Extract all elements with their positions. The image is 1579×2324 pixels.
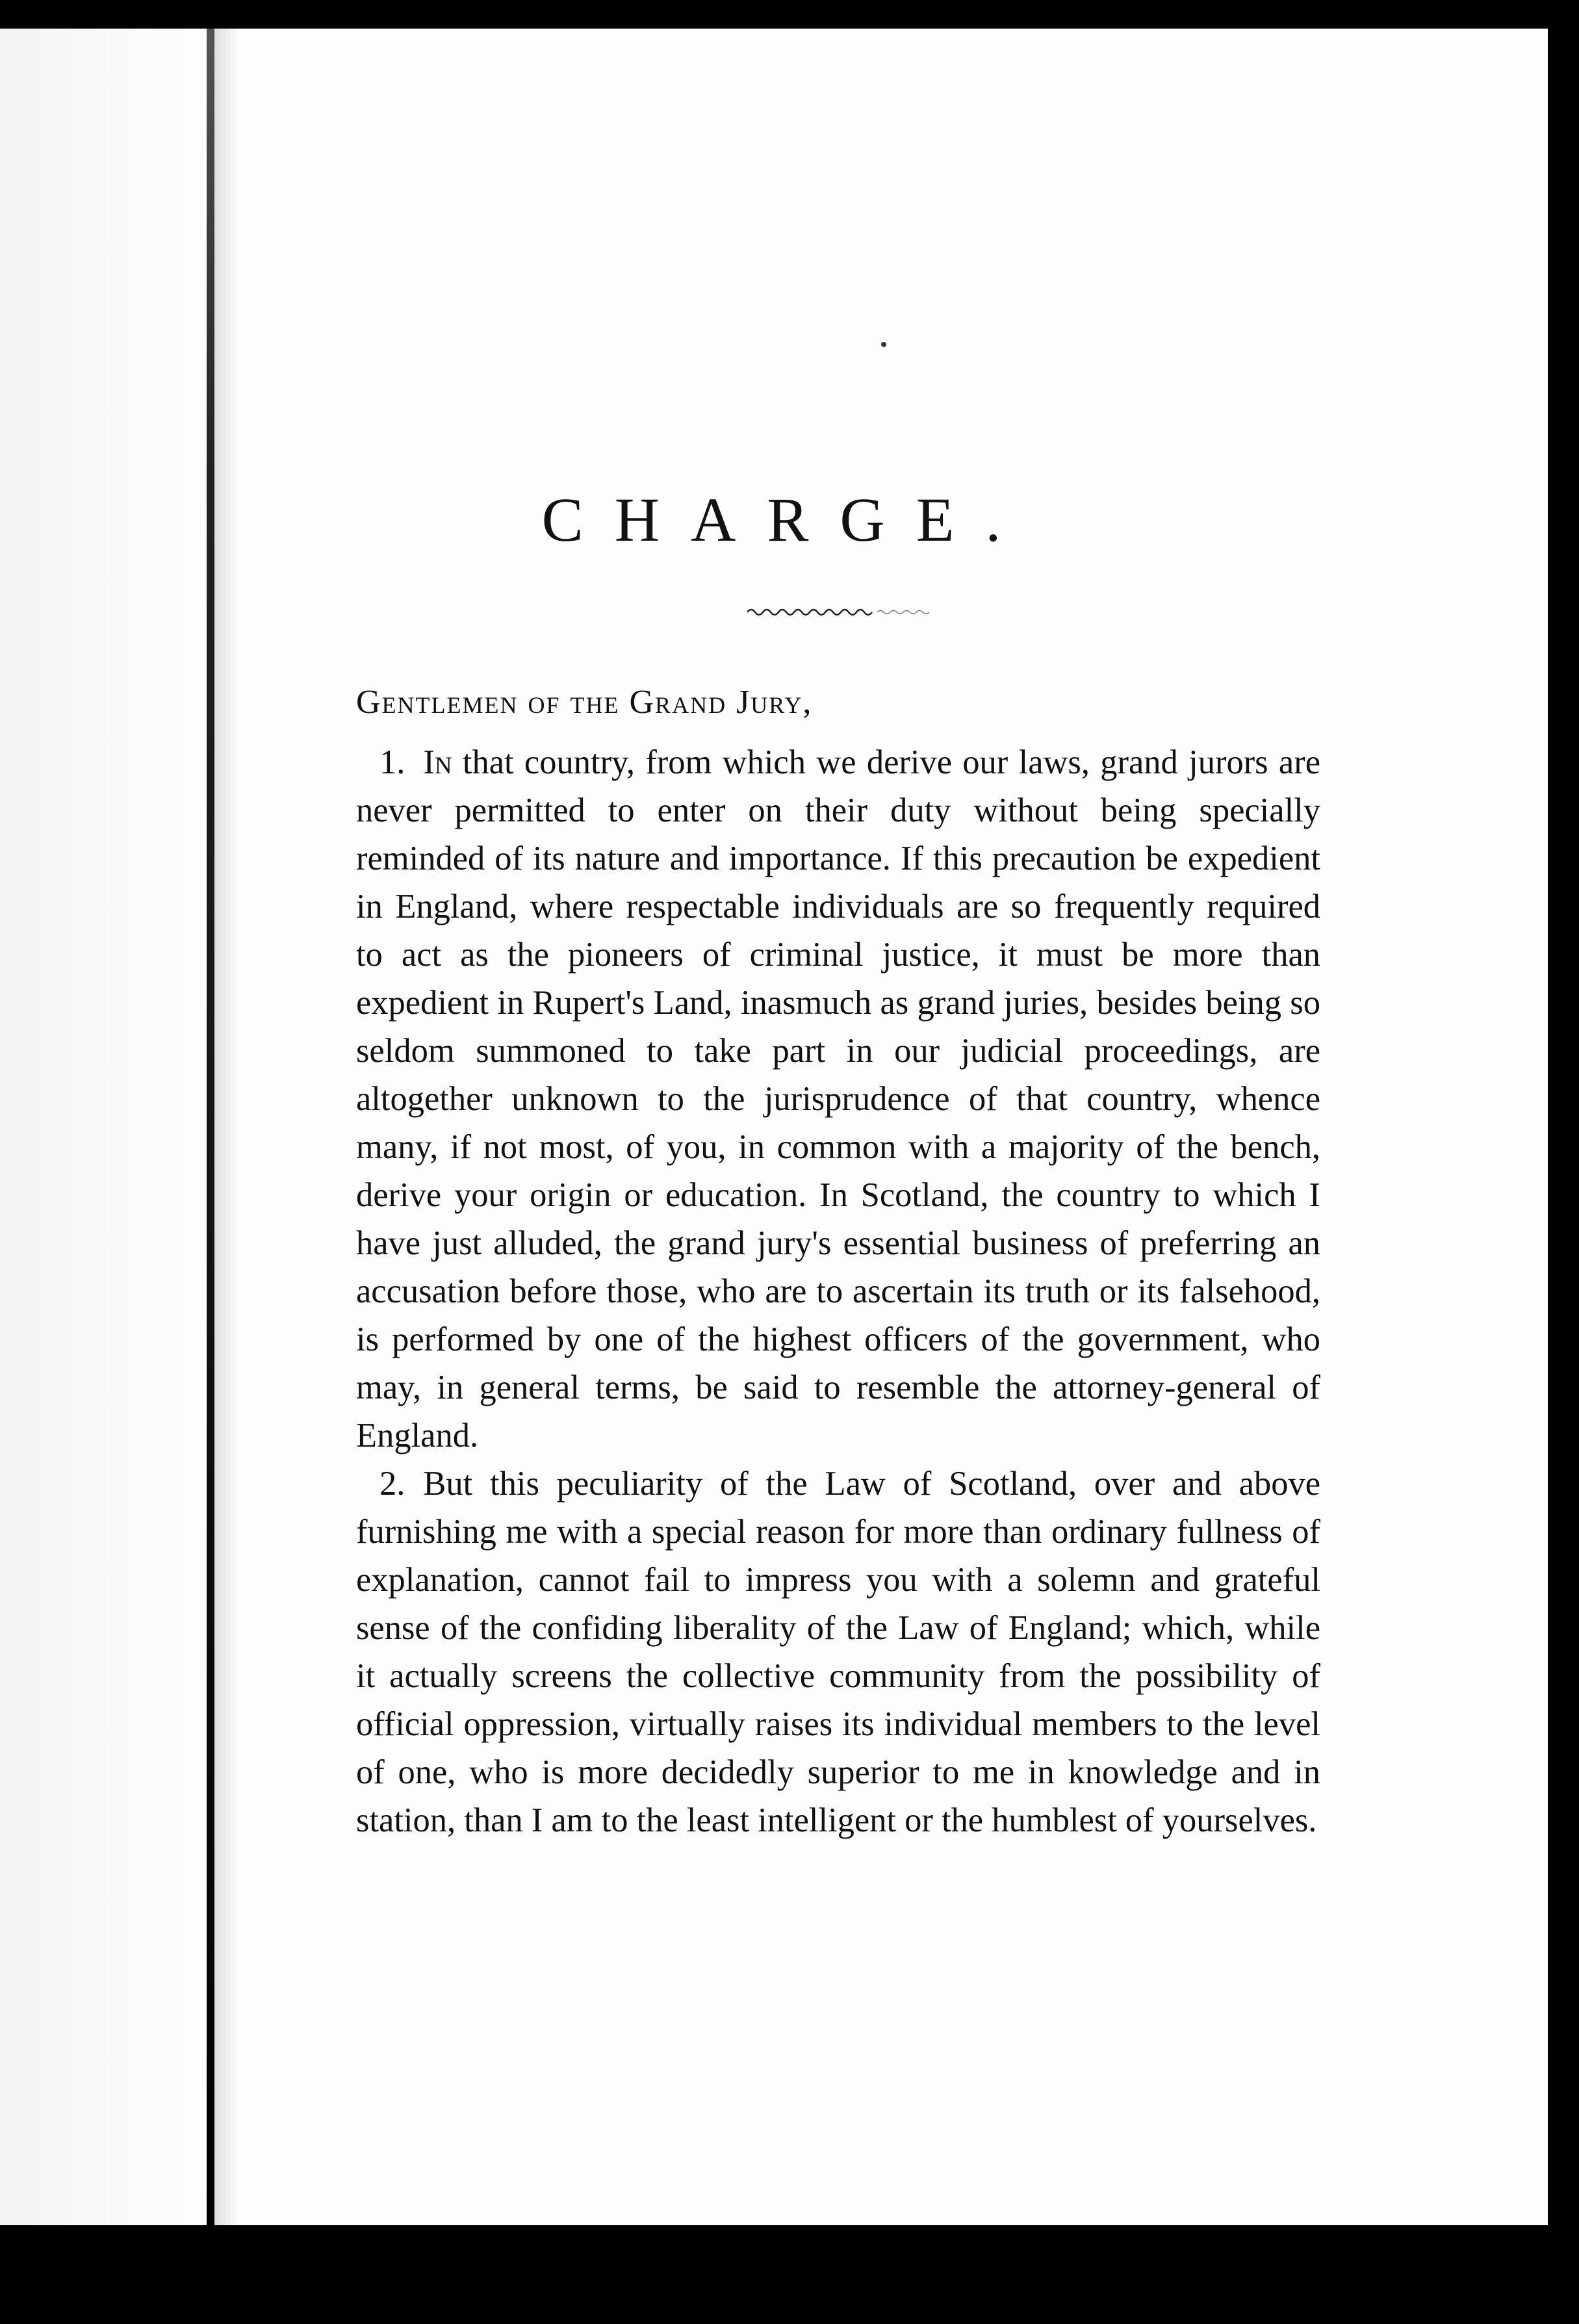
- paragraph-lead-word: In: [423, 743, 452, 781]
- page-title: CHARGE.: [541, 485, 1033, 554]
- paragraph-text: that country, from which we derive our laws, grand jurors are never permitted to enter on their duty without being specially reminded of its nature and importance. If this precaution be expedient in England, where respectable individuals are so frequently required to act as the pioneers of criminal justice, it must be more than expedient in Rupert's Land, inasmuch as grand juries, besides being so seldom summoned to take part in our judicial proceedings, are altogether unknown to the jurisprudence of that country, whence many, if not most, of you, in common with a majority of the bench, derive your origin or education. In Scotland, the country to which I have just alluded, the grand jury's essential business of preferring an accusation before those, who are to ascertain its truth or its falsehood, is performed by one of the highest officers of the government, who may, in general terms, be said to resemble the attorney-general of England.: [356, 743, 1321, 1454]
- ink-speck: [881, 342, 886, 347]
- scan-bottom-border: [0, 2225, 1579, 2324]
- paragraph-number: 1.: [379, 743, 405, 781]
- book-page: [0, 29, 1548, 2225]
- spine-shadow: [214, 29, 240, 2225]
- paragraph-1: [356, 738, 1320, 1460]
- paragraph-text: But this peculiarity of the Law of Scotland, over and above furnishing me with a special reason for more than ordinary fullness of explanation, cannot fail to impress you with a solemn and grateful sense of the confiding liberality of the Law of England; which, while it actually screens the collective community from the possibility of official oppression, virtually raises its individual members to the level of one, who is more decidedly superior to me in knowledge and in station, than I am to the least intelligent or the humblest of yourselves.: [356, 1465, 1320, 1839]
- decorative-rule: [747, 600, 929, 620]
- salutation: Gentlemen of the Grand Jury,: [356, 684, 813, 721]
- paragraph-number: 2.: [379, 1465, 405, 1503]
- scan-right-border: [1548, 29, 1579, 2225]
- body-text: [356, 678, 1320, 1844]
- paragraph-2: [356, 1460, 1320, 1844]
- book-spine: [207, 29, 214, 2225]
- page-gutter: [0, 29, 195, 2225]
